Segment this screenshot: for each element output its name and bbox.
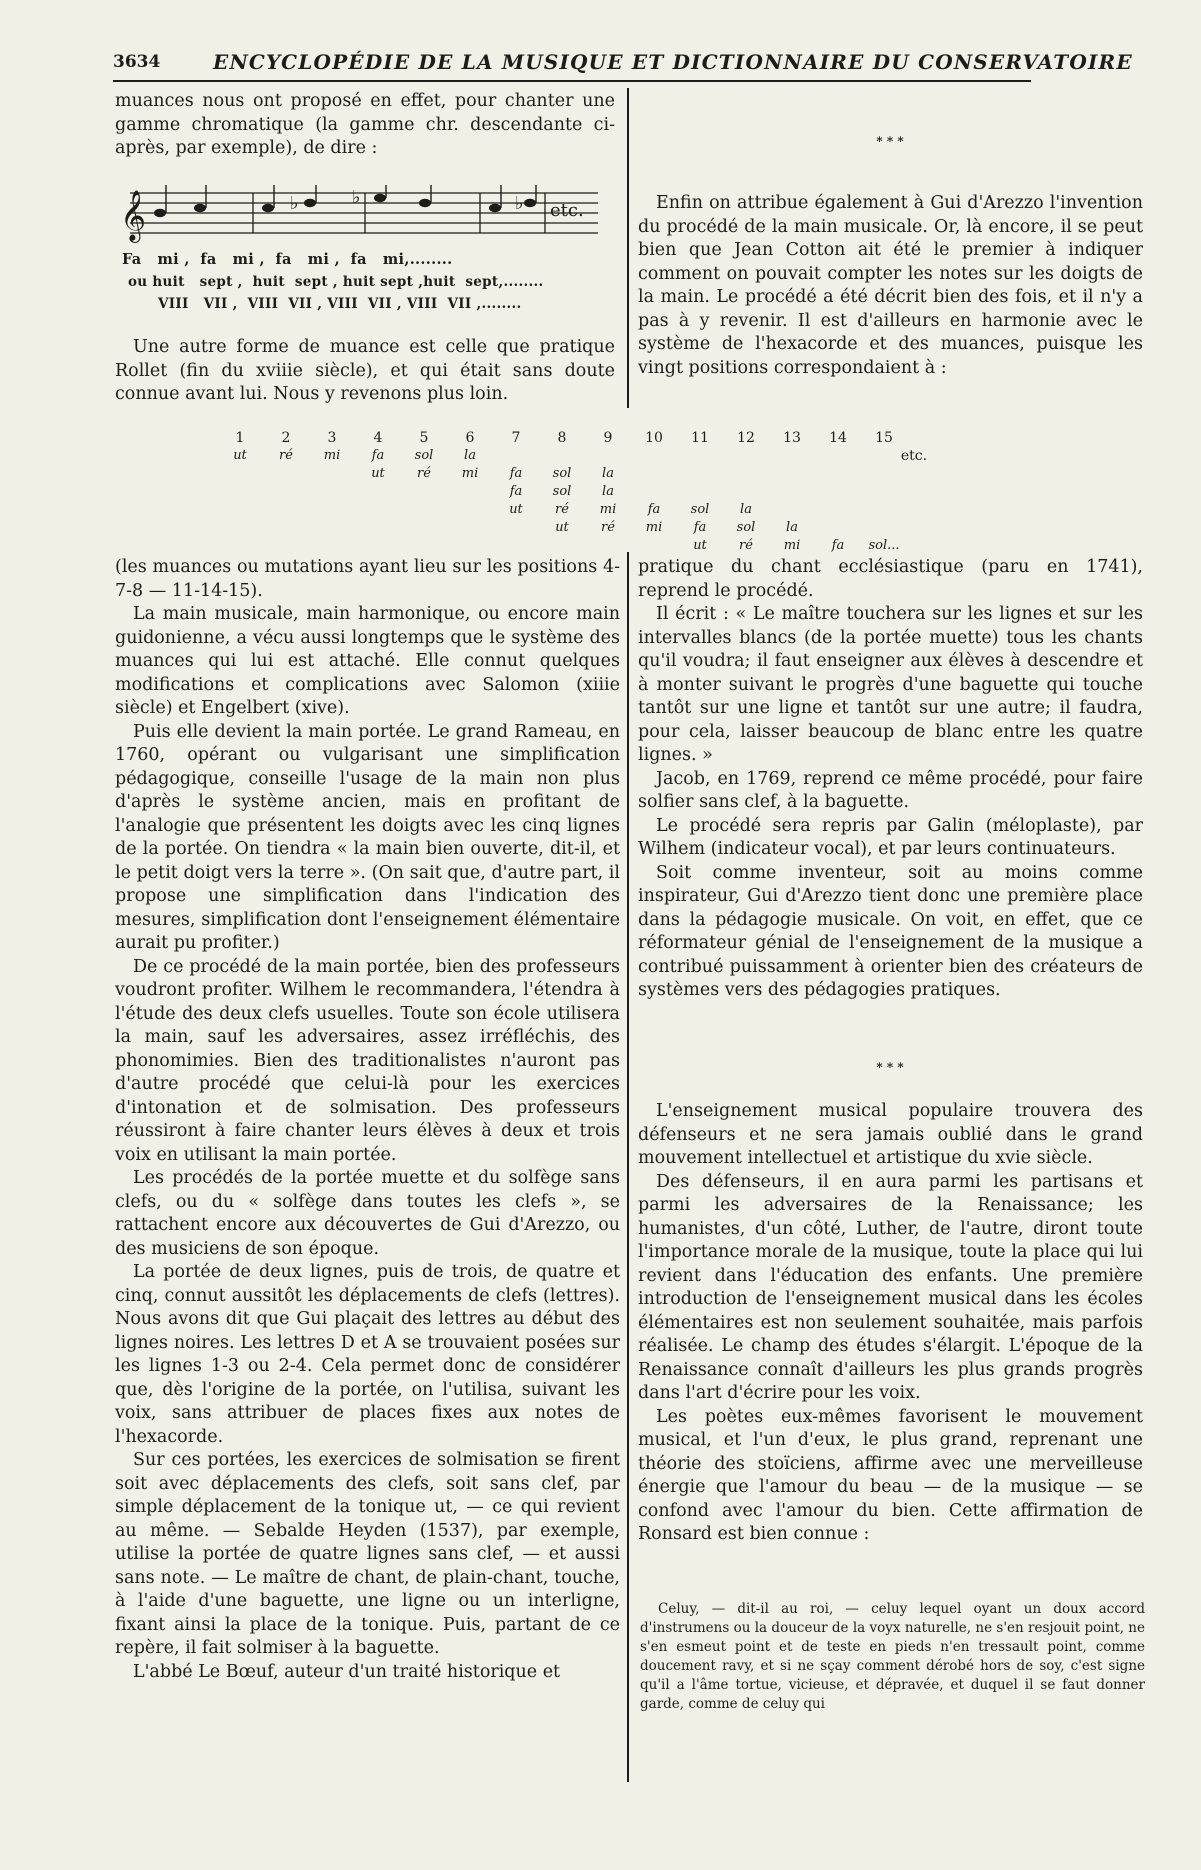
paragraph: La portée de deux lignes, puis de trois, de quatre et cinq, connut aussitôt les déplacements de clefs (lettres). Nous avons dit que Gui plaçait des lettres au début des lignes noires. Les lettres D et A se trouvaient posées sur les lignes 1-3 ou 2-4. Cela permet donc de considérer que, dès l'origine de la portée, on l'utilisa, suivant les voix, sans attribuer de places fixes aux notes de l'hexacorde. <box>115 1262 620 1447</box>
syllables-row-2: ou huit sept , huit sept , huit sept ,huit sept,........ <box>128 274 544 290</box>
syllable: sol <box>552 466 572 481</box>
position-number: 2 <box>281 430 291 446</box>
hand-text <box>638 192 1143 380</box>
paragraph: De ce procédé de la main portée, bien des professeurs voudront profiter. Wilhem le recommandera, l'étendra à l'étude des deux clefs usuelles. Toute son école utilisera la main, sauf les adversaires, assez irréfléchis, des phonomimies. Bien des traditionalistes n'auront pas d'autre procédé que celui-là pour les exercices d'intonation et de solmisation. Des professeurs réussiront à faire chanter leurs élèves à deux et trois voix en utilisant la main portée. <box>115 956 620 1165</box>
syllable: ut <box>693 538 707 553</box>
section-stars-top: ⁎ ⁎ ⁎ <box>876 131 904 145</box>
syllable: mi <box>323 448 341 463</box>
running-title: ENCYCLOPÉDIE DE LA MUSIQUE ET DICTIONNAIRE DU CONSERVATOIRE <box>213 50 1133 74</box>
syllable: ut <box>555 520 569 535</box>
right-column-2 <box>638 1100 1143 1547</box>
position-number: 12 <box>737 430 755 446</box>
position-number: 14 <box>829 430 847 446</box>
syllable: sol <box>414 448 434 463</box>
syllable: ut <box>371 466 385 481</box>
hand-paragraph: Enfin on attribue également à Gui d'Arezzo l'invention du procédé de la main musicale. Or, là encore, il se peut bien que Jean Cotton ait été le premier à indiquer comment on pouvait compter les notes sur les doigts de la main. Le procédé a été décrit bien des fois, et il n'y a pas à y revenir. Il est d'ailleurs en harmonie avec le système de l'hexacorde et des muances, puisque les vingt positions correspondaient à : <box>638 193 1143 378</box>
intro-paragraph: muances nous ont proposé en effet, pour chanter une gamme chromatique (la gamme chr. descendante ci-après, par exemple), de dire : <box>115 91 615 158</box>
position-number: 9 <box>603 430 613 446</box>
paragraph: Il écrit : « Le maître touchera sur les lignes et sur les intervalles blancs (de la portée muette) tous les chants qu'il voudra; il faut enseigner aux élèves à descendre et à monter suivant le progrès d'une baguette qui touche tantôt sur une ligne et tantôt sur une autre; il faudra, pour cela, laisser beaucoup de blanc entre les quatre lignes. » <box>638 604 1143 765</box>
muance-paragraph: Une autre forme de muance est celle que pratique Rollet (fin du xviiie siècle), et qui était sans doute connue avant lui. Nous y revenons plus loin. <box>115 337 615 404</box>
quote-paragraph: Celuy, — dit-il au roi, — celuy lequel oyant un doux accord d'instrumens ou la douceur de la voyx naturelle, ne s'en resjouit point, ne s'en esmeut point et de teste en pieds n'en tressault point, comme doucement ravy, et si ne sçay comment dérobé hors de soy, c'est signe qu'il a l'âme tortue, vicieuse, et dépravée, et duquel il se faut donner garde, comme de celuy qui <box>640 1601 1145 1712</box>
syllables-row-1: Fa mi , fa mi , fa mi , fa mi,........ <box>122 251 453 268</box>
syllable: fa <box>831 538 845 553</box>
page-number: 3634 <box>113 52 161 72</box>
syllable: fa <box>693 520 707 535</box>
left-column <box>115 556 620 1684</box>
syllable: mi <box>645 520 663 535</box>
syllable: la <box>786 520 798 535</box>
column-rule-bottom <box>627 552 629 1782</box>
syllable: sol... <box>868 538 900 553</box>
syllable: fa <box>371 448 385 463</box>
paragraph: Des défenseurs, il en aura parmi les partisans et parmi les adversaires de la Renaissance; les humanistes, d'un côté, Luther, de l'autre, diront toute l'importance morale de la musique, toute la place qui lui revient dans l'éducation des enfants. Une première introduction de l'enseignement musical dans les écoles élémentaires est non seulement souhaitée, mais parfois réalisée. Le champ des études s'élargit. L'époque de la Renaissance connaît d'ailleurs les plus grands progrès dans l'art d'écrire pour les voix. <box>638 1171 1143 1403</box>
paragraph: Jacob, en 1769, reprend ce même procédé, pour faire solfier sans clef, à la baguette. <box>638 768 1143 812</box>
paragraph: Puis elle devient la main portée. Le grand Rameau, en 1760, opérant ou vulgarisant une simplification pédagogique, conseille l'usage de la main non plus d'après le système ancien, mais en profitant de l'analogie que présentent les doigts avec les cinq lignes de la portée. On tiendra « la main bien ouverte, dit-il, et le petit doigt vers la terre ». (On sait que, d'autre part, il propose une simplification dans l'indication des mesures, simplification dont l'enseignement élémentaire aurait pu profiter.) <box>115 721 620 953</box>
staff-etc-label: etc. <box>550 200 584 221</box>
syllable: la <box>740 502 752 517</box>
position-number: 5 <box>419 430 429 446</box>
position-number: 7 <box>511 430 521 446</box>
ronsard-quote <box>640 1600 1145 1714</box>
header-rule <box>113 80 1031 82</box>
syllable: la <box>464 448 476 463</box>
syllable: sol <box>552 484 572 499</box>
position-number: 13 <box>783 430 801 446</box>
position-number: 4 <box>373 430 383 446</box>
syllable: ré <box>279 448 293 463</box>
paragraph: (les muances ou mutations ayant lieu sur les positions 4-7-8 — 11-14-15). <box>115 557 620 601</box>
position-number: 15 <box>875 430 893 446</box>
paragraph: La main musicale, main harmonique, ou encore main guidonienne, a vécu aussi longtemps que le système des muances qui lui est attaché. Elle connut quelques modifications et complications avec Salomon (xiiie siècle) et Engelbert (xive). <box>115 604 620 718</box>
paragraph: L'abbé Le Bœuf, auteur d'un traité historique et <box>133 1661 561 1682</box>
position-number: 8 <box>557 430 567 446</box>
paragraph: Le procédé sera repris par Galin (méloplaste), par Wilhem (indicateur vocal), et par leurs continuateurs. <box>638 815 1143 859</box>
syllable: fa <box>647 502 661 517</box>
syllable: fa <box>509 466 523 481</box>
page-header <box>113 50 1133 78</box>
syllable: sol <box>690 502 710 517</box>
svg-text:♭: ♭ <box>290 193 299 214</box>
positions-table <box>220 430 1050 553</box>
treble-clef-icon: 𝄞 <box>120 190 147 241</box>
position-number: 3 <box>327 430 337 446</box>
syllable: sol <box>736 520 756 535</box>
syllable: ut <box>509 502 523 517</box>
intro-text <box>115 90 615 161</box>
syllable: ut <box>233 448 247 463</box>
syllable: mi <box>461 466 479 481</box>
paragraph: Sur ces portées, les exercices de solmisation se firent soit avec déplacements des clefs, soit sans clef, par simple déplacement de la tonique ut, — ce qui revient au même. — Sebalde Heyden (1537), par exemple, utilise la portée de quatre lignes sans clef, — et aussi sans note. — Le maître de chant, de plain-chant, touche, à l'aide d'une baguette, une ligne ou un interligne, fixant ainsi la place de la tonique. Puis, partant de ce repère, il fait solmiser à la baguette. <box>115 1450 620 1658</box>
muance-text <box>115 336 615 407</box>
paragraph: Soit comme inventeur, soit au moins comme inspirateur, Gui d'Arezzo tient donc une première place dans la pédagogie musicale. On voit, en effet, que ce réformateur génial de l'enseignement de la musique a contribué puissamment à orienter bien des créateurs de systèmes vers des pédagogies pratiques. <box>638 862 1143 1000</box>
syllables-row-3: VIII VII , VIII VII , VIII VII , VIII VII ,........ <box>158 296 522 312</box>
column-rule-top <box>627 88 629 408</box>
position-number: 11 <box>691 430 709 446</box>
paragraph: pratique du chant ecclésiastique (paru en 1741), reprend le procédé. <box>638 557 1143 601</box>
syllable: ré <box>601 520 615 535</box>
right-column <box>638 556 1143 1003</box>
syllable: ré <box>739 538 753 553</box>
syllable: mi <box>599 502 617 517</box>
svg-text:♭: ♭ <box>515 193 524 214</box>
syllable: mi <box>783 538 801 553</box>
music-staff <box>120 185 600 247</box>
svg-text:♭: ♭ <box>352 187 361 208</box>
paragraph: L'enseignement musical populaire trouvera des défenseurs et ne sera jamais oublié dans le grand mouvement intellectuel et artistique du xvie siècle. <box>638 1101 1143 1168</box>
position-number: 6 <box>465 430 475 446</box>
syllable: la <box>602 466 614 481</box>
position-number: 1 <box>235 430 245 446</box>
paragraph: Les procédés de la portée muette et du solfège sans clefs, ou du « solfège dans toutes les clefs », se rattachent encore aux découvertes de Gui d'Arezzo, ou des musiciens de son époque. <box>115 1168 620 1259</box>
syllable: fa <box>509 484 523 499</box>
syllable: ré <box>555 502 569 517</box>
position-number: 10 <box>645 430 663 446</box>
syllable: la <box>602 484 614 499</box>
section-stars-mid: ⁎ ⁎ ⁎ <box>876 1057 904 1071</box>
paragraph: Les poètes eux-mêmes favorisent le mouvement musical, et l'un d'eux, le plus grand, reprenant une théorie des stoïciens, affirme avec une merveilleuse énergie que l'amour du beau — de la musique — se confond avec l'amour du bien. Cette affirmation de Ronsard est bien connue : <box>638 1406 1143 1544</box>
syllable: ré <box>417 466 431 481</box>
positions-etc: etc. <box>900 448 928 464</box>
